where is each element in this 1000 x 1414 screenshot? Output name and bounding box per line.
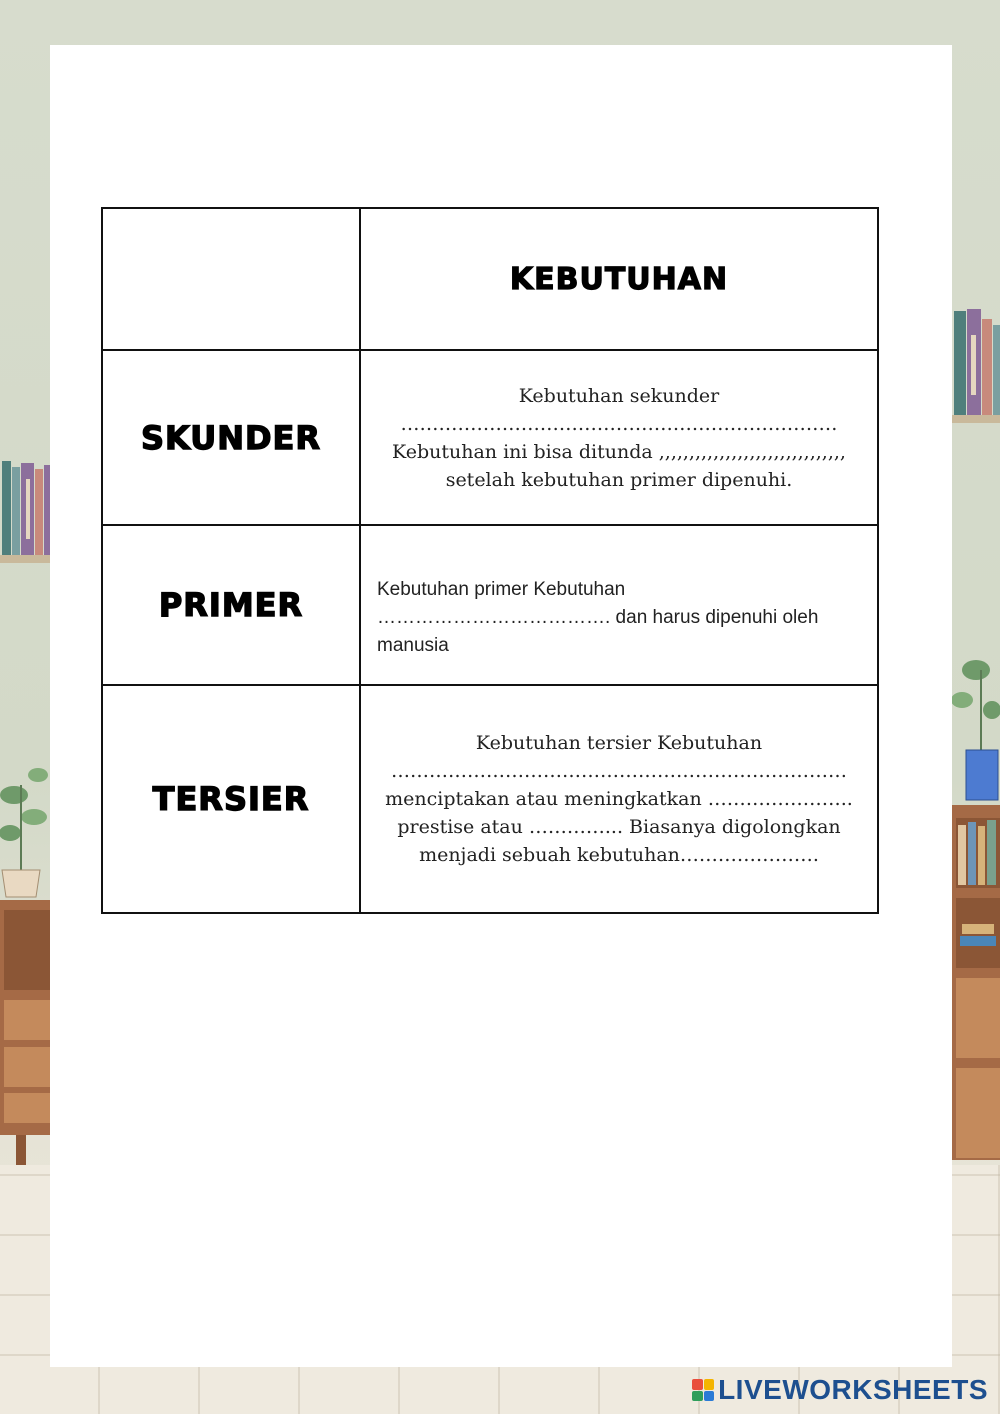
table-row xyxy=(102,685,878,913)
row-label-skunder: SKUNDER xyxy=(140,418,322,457)
table-row xyxy=(102,350,878,525)
row-label-cell xyxy=(102,685,360,913)
table-header-row xyxy=(102,208,878,350)
row-text-skunder: Kebutuhan sekunder ……………………………………………………………Kebutuhan ini bisa ditunda ,,,,,,,,,,,,,,,,,,,,,,,,,,,,,,, setelah kebutuhan primer dipenuhi. xyxy=(392,384,846,491)
row-label-tersier: TERSIER xyxy=(152,780,310,818)
right-bookshelf-illustration xyxy=(952,305,1000,425)
header-title: KEBUTUHAN xyxy=(509,261,729,297)
row-text-cell xyxy=(360,685,878,913)
row-label-primer: PRIMER xyxy=(158,586,304,624)
header-empty-cell xyxy=(102,208,360,350)
table-row xyxy=(102,525,878,685)
logo-text: LIVEWORKSHEETS xyxy=(718,1374,988,1405)
liveworksheets-logo xyxy=(692,1374,988,1406)
left-bookshelf-illustration xyxy=(0,455,50,565)
row-text-cell xyxy=(360,350,878,525)
logo-mark-icon xyxy=(692,1379,714,1401)
row-text-cell xyxy=(360,525,878,685)
row-label-cell xyxy=(102,525,360,685)
left-plant-cabinet-illustration xyxy=(0,755,50,1175)
row-text-tersier: Kebutuhan tersier Kebutuhan ………………………………………………………………menciptakan atau meningkatkan ………………….. prestise atau …………... Biasanya digolongkan menjadi sebuah kebutuhan…………………. xyxy=(385,732,853,866)
header-title-cell xyxy=(360,208,878,350)
row-label-cell xyxy=(102,350,360,525)
right-plant-cabinet-illustration xyxy=(952,640,1000,1170)
worksheet-page xyxy=(50,45,952,1367)
needs-table xyxy=(101,207,879,914)
row-text-primer: Kebutuhan primer Kebutuhan ………………………………. dan harus dipenuhi oleh manusia xyxy=(377,579,819,656)
